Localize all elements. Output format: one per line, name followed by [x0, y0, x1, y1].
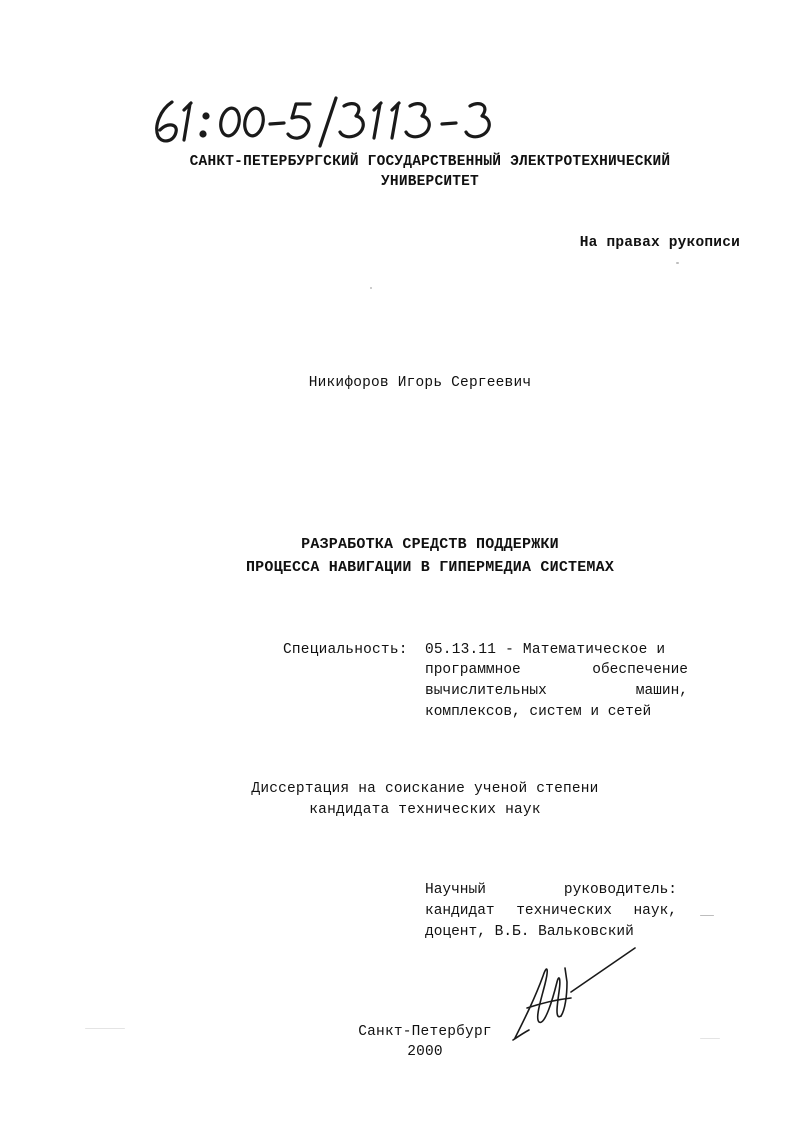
specialty-line-2	[425, 681, 688, 702]
specialty-word: обеспечение	[592, 662, 688, 678]
dissertation-title-line-2: ПРОЦЕССА НАВИГАЦИИ В ГИПЕРМЕДИА СИСТЕМАХ	[245, 559, 615, 576]
scan-speck	[700, 915, 714, 916]
supervisor-line-1	[425, 880, 677, 901]
author-name: Никифоров Игорь Сергеевич	[308, 375, 532, 391]
specialty-word: машин,	[635, 683, 688, 699]
supervisor-block	[425, 880, 677, 943]
specialty-word: вычислительных	[425, 683, 547, 699]
supervisor-line-3: доцент, В.Б. Вальковский	[425, 924, 634, 940]
scan-speck	[85, 1028, 125, 1029]
university-name-line-1: САНКТ-ПЕТЕРБУРГСКИЙ ГОСУДАРСТВЕННЫЙ ЭЛЕКТРОТЕХНИЧЕСКИЙ	[189, 154, 671, 170]
supervisor-word: наук,	[633, 903, 677, 919]
scan-speck	[700, 1038, 720, 1039]
degree-statement-line-1: Диссертация на соискание ученой степени	[251, 781, 599, 797]
specialty-line-3: комплексов, систем и сетей	[425, 704, 652, 720]
supervisor-word: Научный	[425, 882, 486, 898]
supervisor-word: кандидат	[425, 903, 495, 919]
dissertation-title-line-1: РАЗРАБОТКА СРЕДСТВ ПОДДЕРЖКИ	[301, 536, 559, 553]
supervisor-word: технических	[516, 903, 612, 919]
specialty-line-1	[425, 660, 688, 681]
signature-icon	[505, 938, 665, 1048]
handwritten-archive-code	[150, 92, 530, 152]
specialty-description	[425, 660, 688, 723]
university-name-line-2: УНИВЕРСИТЕТ	[381, 174, 479, 190]
supervisor-word: руководитель:	[563, 882, 677, 898]
publication-city: Санкт-Петербург	[358, 1024, 492, 1040]
scan-speck	[676, 262, 679, 264]
specialty-word: программное	[425, 662, 521, 678]
degree-statement-line-2: кандидата технических наук	[309, 802, 541, 818]
handwritten-code-drawing	[150, 92, 530, 152]
specialty-label: Специальность:	[283, 642, 408, 658]
supervisor-line-2	[425, 901, 677, 922]
scan-speck	[370, 287, 372, 289]
publication-year: 2000	[407, 1044, 443, 1060]
rights-note: На правах рукописи	[579, 235, 740, 251]
specialty-code-line: 05.13.11 - Математическое и	[425, 642, 666, 658]
